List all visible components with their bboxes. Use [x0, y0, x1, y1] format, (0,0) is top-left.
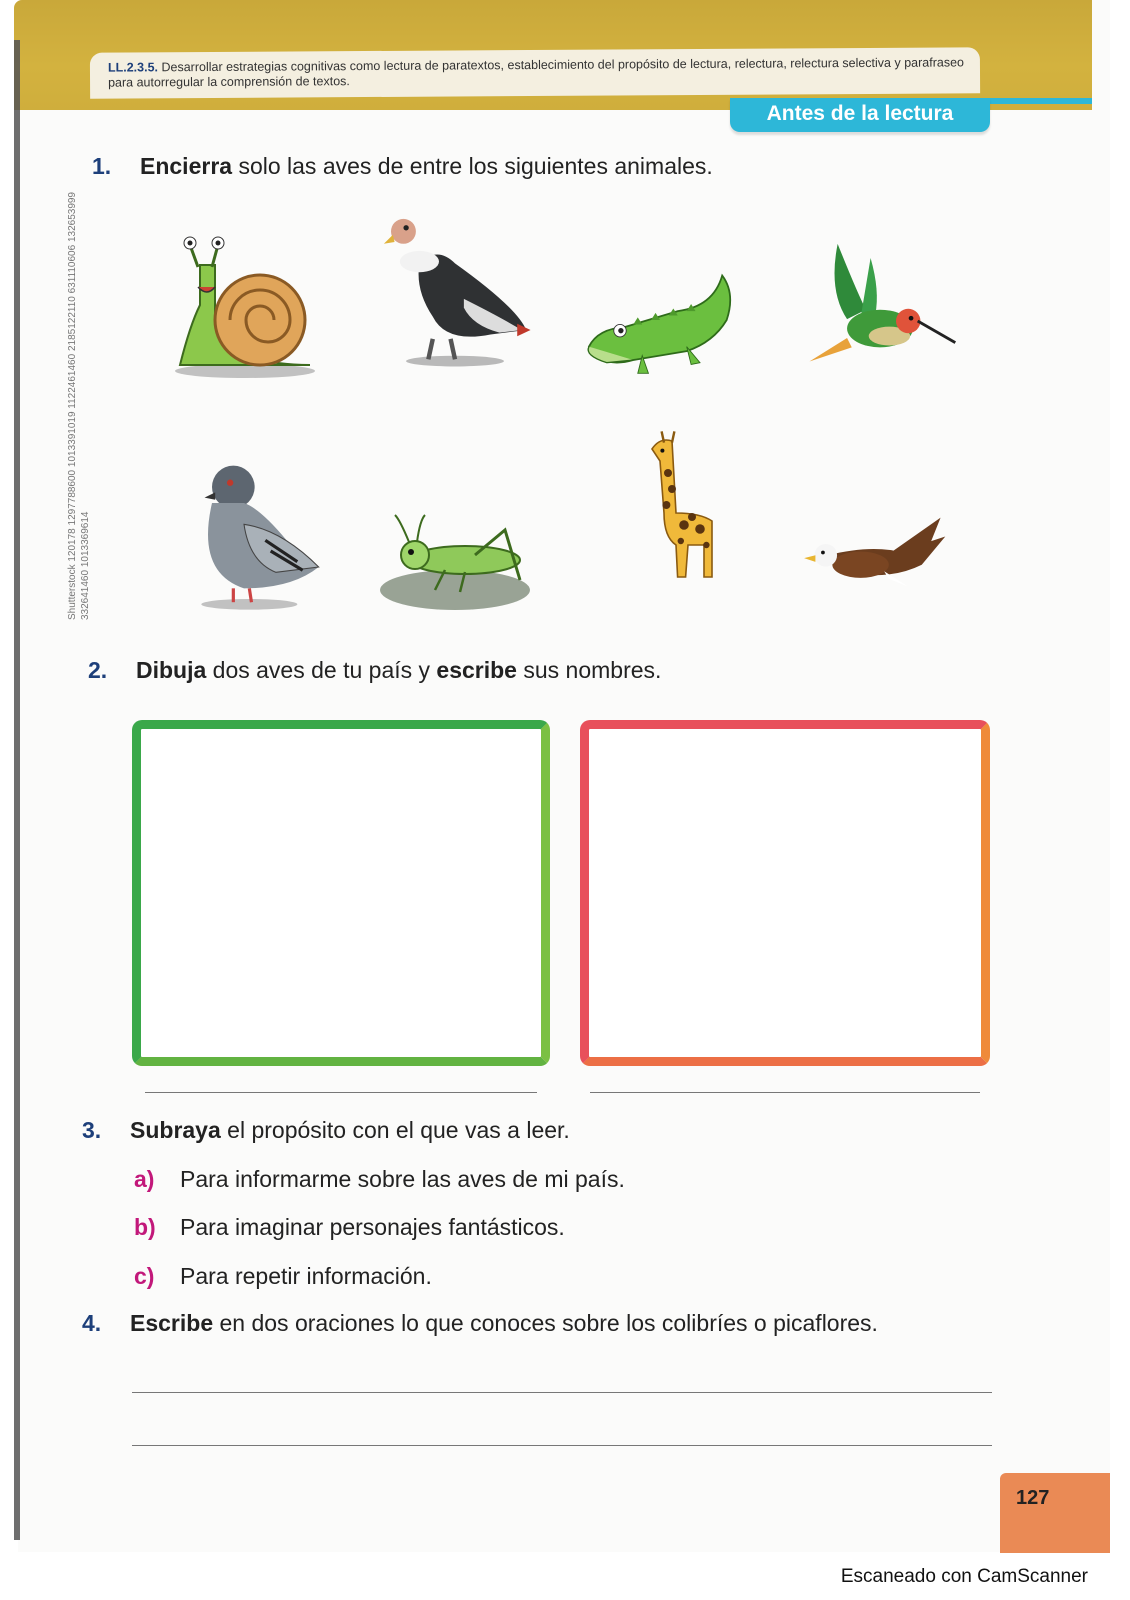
bird-name-line-2[interactable]	[590, 1092, 980, 1093]
hummingbird-icon[interactable]	[800, 225, 960, 385]
question-number: 3.	[82, 1117, 102, 1143]
image-credit: Shutterstock 120178 1297788600 1013391019 1122461460 2185122110 631110606 132653999 332641460 1013369614	[67, 192, 91, 620]
page-number: 127	[1016, 1487, 1050, 1509]
book-spine-edge	[14, 40, 20, 1540]
objective-box	[90, 47, 980, 98]
question-number: 1.	[92, 153, 112, 179]
drawing-box-1[interactable]	[132, 720, 550, 1066]
eagle-icon[interactable]	[790, 480, 950, 640]
bird-name-line-1[interactable]	[145, 1092, 537, 1093]
scanner-watermark: Escaneado con CamScanner	[840, 1566, 1088, 1587]
page-number-tab	[1000, 1473, 1110, 1553]
question-text: sus nombres.	[516, 657, 662, 683]
pigeon-icon[interactable]	[180, 455, 340, 615]
question-text: en dos oraciones lo que conoces sobre los colibríes o picaflores.	[213, 1310, 878, 1336]
grasshopper-icon[interactable]	[375, 485, 535, 645]
question-text: dos aves de tu país y	[206, 657, 437, 683]
question-verb: Escribe	[130, 1310, 214, 1336]
question-number: 4.	[82, 1310, 102, 1336]
option-c[interactable]	[134, 1263, 432, 1290]
snail-icon[interactable]	[160, 225, 320, 385]
question-verb: Dibuja	[136, 657, 207, 683]
writing-line-1[interactable]	[132, 1392, 992, 1393]
drawing-box-2[interactable]	[580, 720, 990, 1066]
writing-line-2[interactable]	[132, 1445, 992, 1446]
question-2	[88, 657, 661, 684]
question-verb: escribe	[436, 657, 517, 683]
giraffe-icon[interactable]	[600, 425, 760, 585]
crocodile-icon[interactable]	[580, 240, 740, 400]
option-letter: b)	[134, 1214, 156, 1240]
condor-icon[interactable]	[375, 210, 535, 370]
option-text: Para imaginar personajes fantásticos.	[180, 1214, 565, 1240]
question-text: solo las aves de entre los siguientes animales.	[232, 153, 713, 179]
option-letter: a)	[134, 1166, 155, 1192]
option-letter: c)	[134, 1263, 155, 1289]
question-verb: Encierra	[140, 153, 233, 179]
question-3	[82, 1117, 570, 1144]
question-text: el propósito con el que vas a leer.	[220, 1117, 570, 1143]
option-text: Para informarme sobre las aves de mi país.	[180, 1166, 625, 1192]
section-tab: Antes de la lectura	[730, 98, 990, 132]
objective-code: LL.2.3.5.	[107, 60, 159, 75]
option-b[interactable]	[134, 1214, 565, 1241]
question-1	[92, 153, 713, 180]
question-number: 2.	[88, 657, 108, 683]
question-4	[82, 1310, 878, 1337]
option-a[interactable]	[134, 1166, 625, 1193]
tab-line	[975, 98, 1092, 104]
question-verb: Subraya	[130, 1117, 221, 1143]
option-text: Para repetir información.	[180, 1263, 432, 1289]
objective-text: Desarrollar estrategias cognitivas como lectura de paratextos, establecimiento del propósito de lectura, relectura, relectura selectiva y parafraseo para autorregular la comprensión de textos.	[108, 55, 964, 90]
